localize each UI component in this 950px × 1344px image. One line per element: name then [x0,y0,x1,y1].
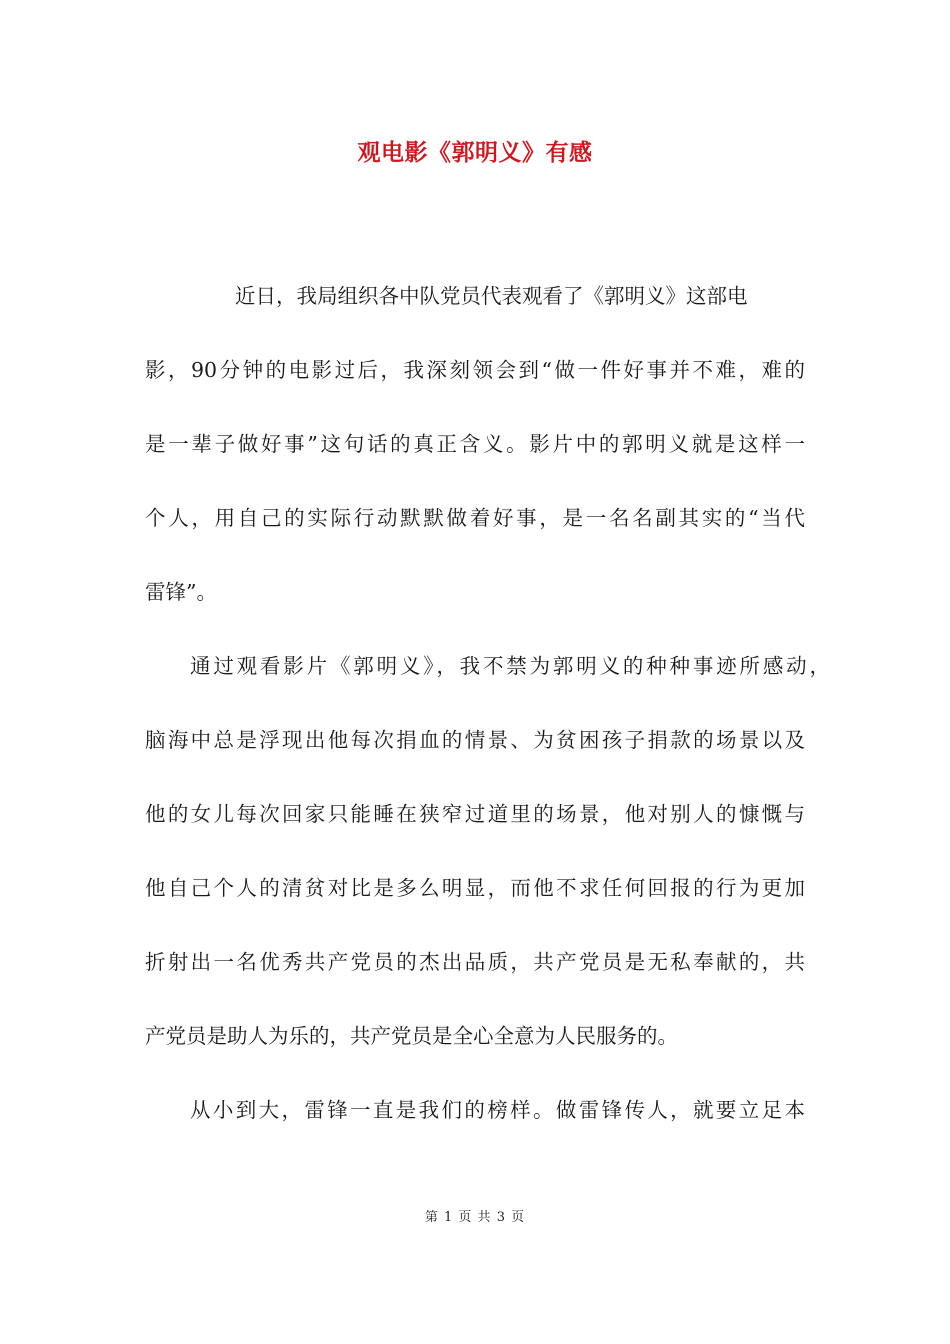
paragraph-1-line-2: 影，90分钟的电影过后，我深刻领会到“做一件好事并不难，难的 [145,358,805,382]
paragraph-3-line-1: 从小到大，雷锋一直是我们的榜样。做雷锋传人，就要立足本 [190,1098,805,1122]
paragraph-1-line-1: 近日，我局组织各中队党员代表观看了《郭明义》这部电 [235,284,748,308]
paragraph-1-line-5: 雷锋”。 [145,580,217,604]
paragraph-2-line-6: 产党员是助人为乐的，共产党员是全心全意为人民服务的。 [145,1024,678,1048]
paragraph-2-line-2: 脑海中总是浮现出他每次捐血的情景、为贫困孩子捐款的场景以及 [145,728,805,752]
paragraph-1-line-4: 个人，用自己的实际行动默默做着好事，是一名名副其实的“当代 [145,506,805,530]
page-number-footer: 第 1 页 共 3 页 [424,1210,526,1225]
document-title: 观电影《郭明义》有感 [357,139,593,166]
paragraph-2-line-5: 折射出一名优秀共产党员的杰出品质，共产党员是无私奉献的，共 [145,950,805,974]
paragraph-1-line-3: 是一辈子做好事”这句话的真正含义。影片中的郭明义就是这样一 [145,432,805,456]
paragraph-2-line-1: 通过观看影片《郭明义》，我不禁为郭明义的种种事迹所感动， [190,654,830,678]
paragraph-2-line-3: 他的女儿每次回家只能睡在狭窄过道里的场景，他对别人的慷慨与 [145,802,805,826]
paragraph-2-line-4: 他自己个人的清贫对比是多么明显，而他不求任何回报的行为更加 [145,876,805,900]
